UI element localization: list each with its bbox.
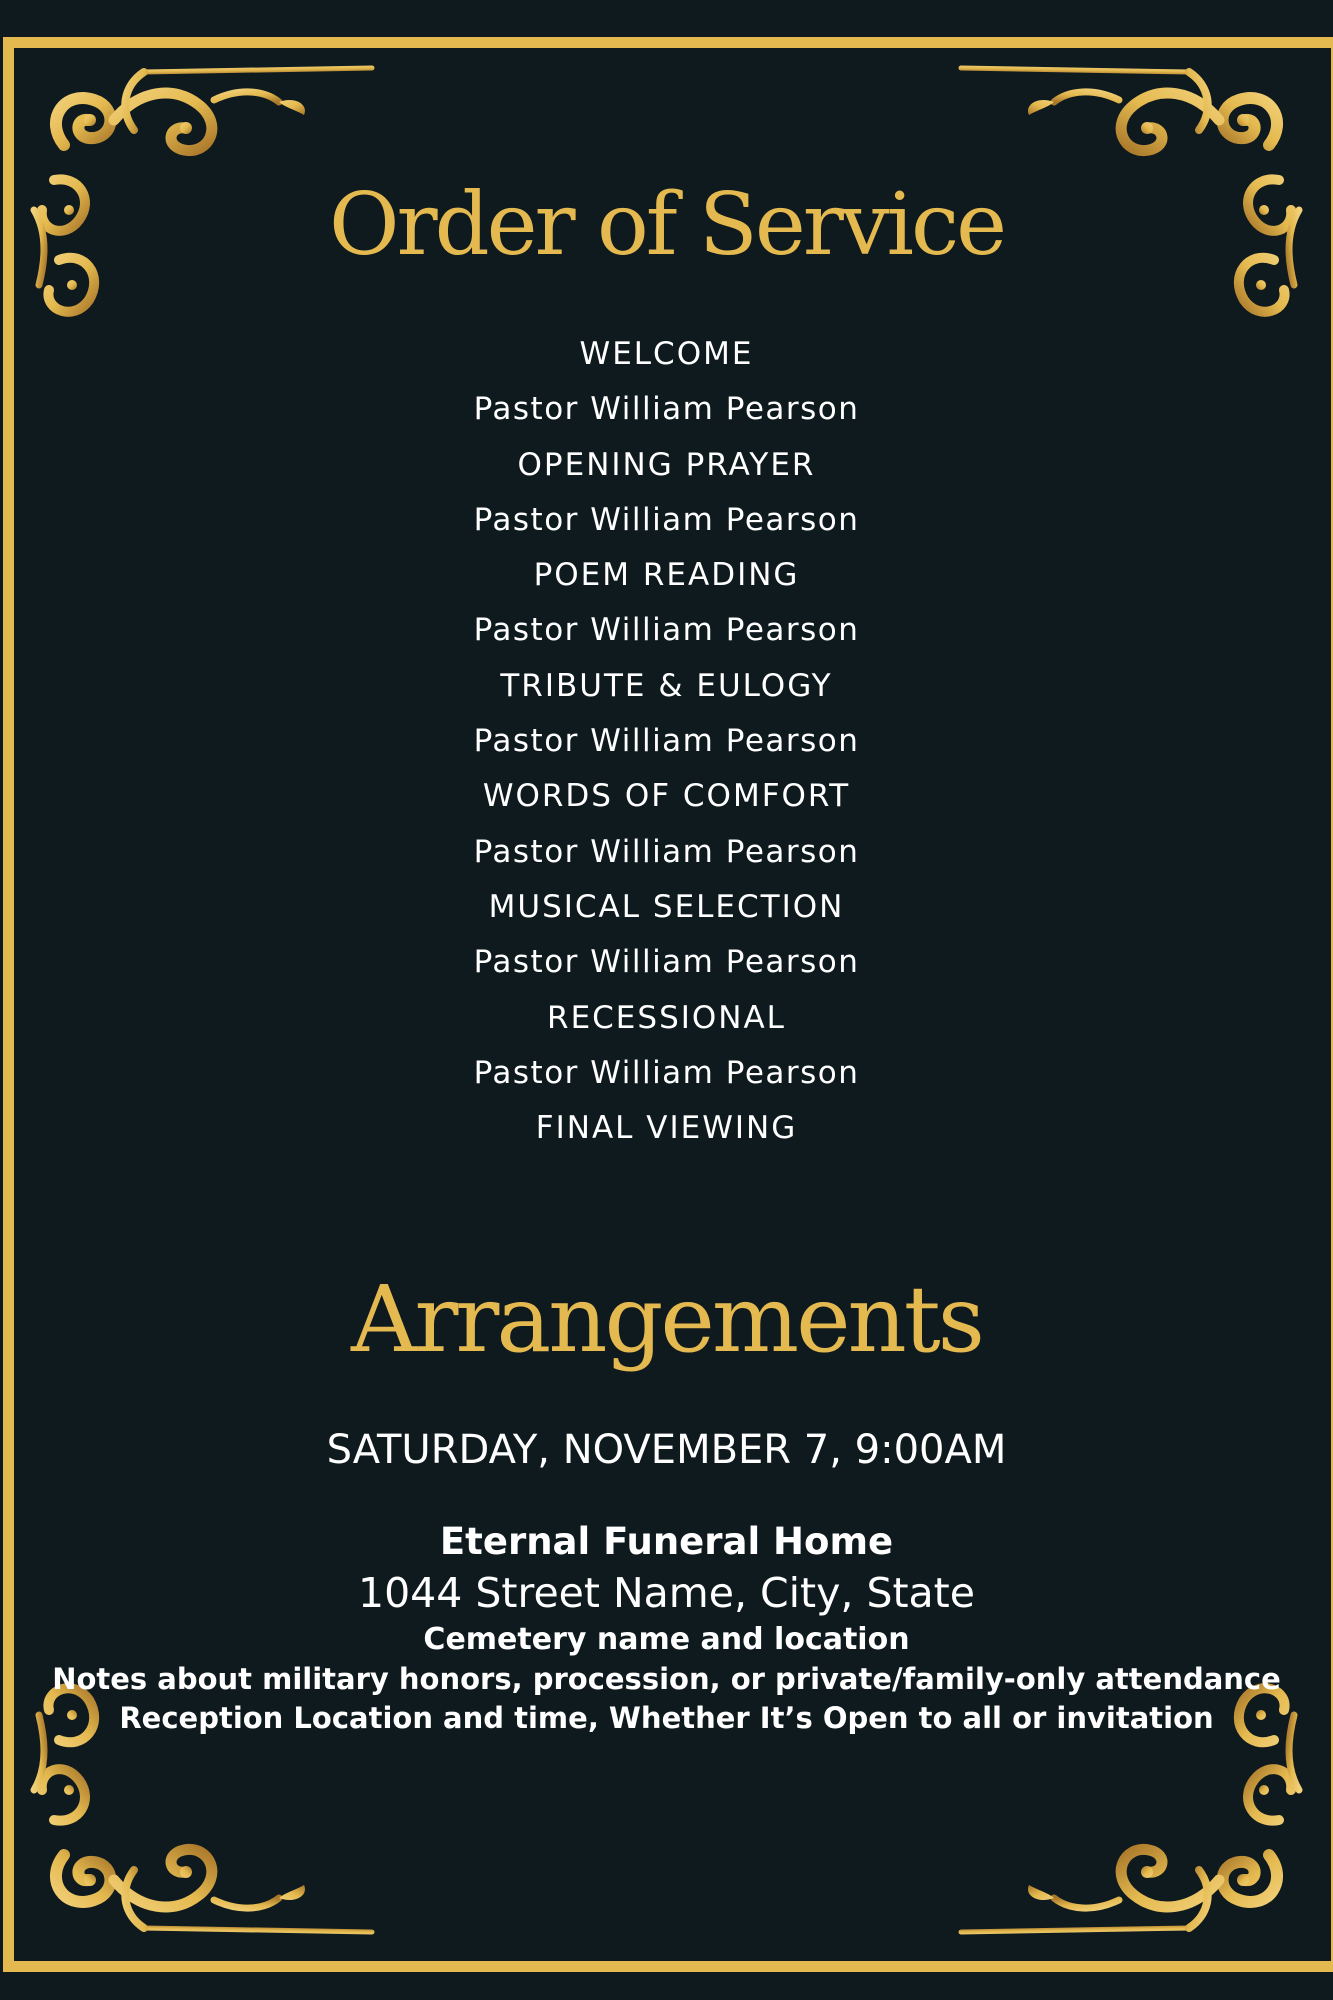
program-item: WORDS OF COMFORT	[482, 778, 851, 815]
program-officiant: Pastor William Pearson	[473, 501, 860, 538]
program-item: FINAL VIEWING	[535, 1110, 798, 1147]
program-officiant: Pastor William Pearson	[473, 1054, 860, 1091]
program-item: POEM READING	[533, 557, 800, 594]
service-date: SATURDAY, NOVEMBER 7, 9:00AM	[326, 1427, 1007, 1473]
cemetery-info: Cemetery name and location	[423, 1622, 910, 1657]
program-officiant: Pastor William Pearson	[473, 612, 860, 649]
funeral-home-name: Eternal Funeral Home	[439, 1520, 894, 1563]
program-item: WELCOME	[579, 336, 754, 372]
program-item: MUSICAL SELECTION	[488, 888, 845, 925]
order-of-service-title: Order of Service	[328, 175, 1005, 275]
program-officiant: Pastor William Pearson	[473, 944, 860, 981]
program-list	[0, 327, 1333, 1156]
program-item: OPENING PRAYER	[517, 446, 816, 483]
reception-info: Reception Location and time, Whether It’s Open to all or invitation	[119, 1701, 1214, 1735]
program-officiant: Pastor William Pearson	[473, 723, 860, 760]
attendance-notes: Notes about military honors, procession, or private/family-only attendance	[52, 1662, 1281, 1696]
program-officiant: Pastor William Pearson	[473, 391, 860, 428]
funeral-home-address: 1044 Street Name, City, State	[358, 1569, 975, 1617]
program-item: TRIBUTE & EULOGY	[500, 667, 833, 704]
program-item: RECESSIONAL	[547, 999, 786, 1036]
program-officiant: Pastor William Pearson	[473, 833, 860, 870]
arrangements-title: Arrangements	[351, 1266, 982, 1373]
